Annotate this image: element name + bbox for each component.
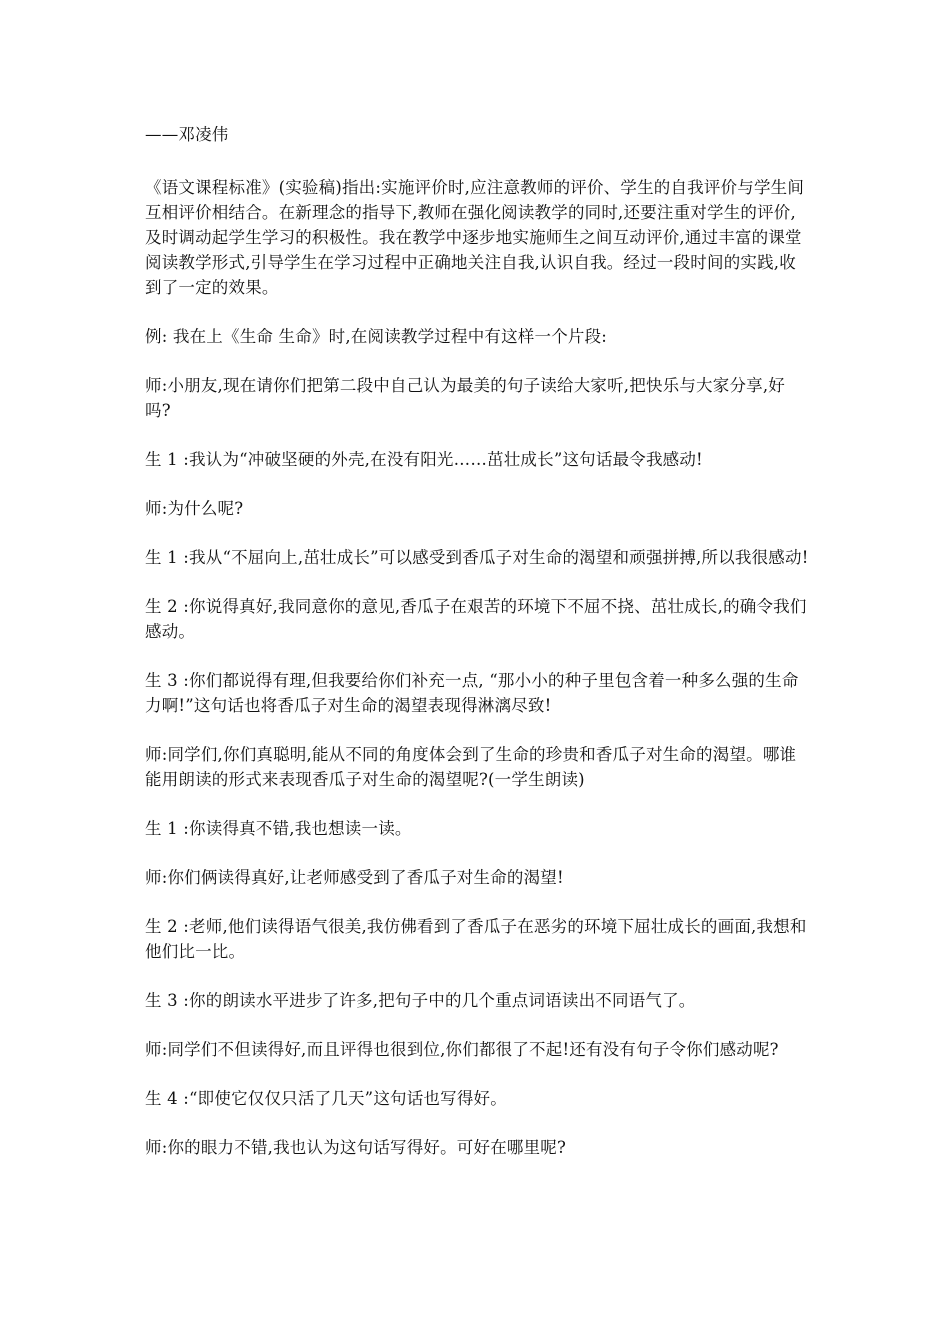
dialogue-line: 师:同学们不但读得好,而且评得也很到位,你们都很了不起!还有没有句子令你们感动呢? [145, 1040, 779, 1059]
dialogue-line: 生 1 :我认为“冲破坚硬的外壳,在没有阳光……茁壮成长”这句话最令我感动! [145, 450, 703, 469]
dialogue-line: 师:同学们,你们真聪明,能从不同的角度体会到了生命的珍贵和香瓜子对生命的渴望。哪谁能用朗读的形式来表现香瓜子对生命的渴望呢?(一学生朗读) [145, 745, 797, 789]
dialogue-line: 生 1 :我从“不屈向上,茁壮成长”可以感受到香瓜子对生命的渴望和顽强拼搏,所以我很感动! [145, 548, 809, 567]
dialogue-line: 生 4 :“即使它仅仅只活了几天”这句话也写得好。 [145, 1089, 507, 1108]
dialogue-line: 生 3 :你的朗读水平进步了许多,把句子中的几个重点词语读出不同语气了。 [145, 991, 696, 1010]
dialogue-line: 师:小朋友,现在请你们把第二段中自己认为最美的句子读给大家听,把快乐与大家分享,好吗? [145, 376, 785, 420]
document-page [145, 122, 809, 1184]
dialogue-line: 生 1 :你读得真不错,我也想读一读。 [145, 819, 412, 838]
intro-paragraph: 《语文课程标准》(实验稿)指出:实施评价时,应注意教师的评价、学生的自我评价与学生间互相评价相结合。在新理念的指导下,教师在强化阅读教学的同时,还要注重对学生的评价,及时调动起学生学习的积极性。我在教学中逐步地实施师生之间互动评价,通过丰富的课堂阅读教学形式,引导学生在学习过程中正确地关注自我,认识自我。经过一段时间的实践,收到了一定的效果。 [145, 178, 805, 297]
dialogue-line: 师:为什么呢? [145, 499, 244, 518]
dialogue-line: 生 2 :老师,他们读得语气很美,我仿佛看到了香瓜子在恶劣的环境下屈壮成长的画面,我想和他们比一比。 [145, 917, 807, 961]
dialogue-line: 师:你的眼力不错,我也认为这句话写得好。可好在哪里呢? [145, 1138, 567, 1157]
example-intro: 例: 我在上《生命 生命》时,在阅读教学过程中有这样一个片段: [145, 327, 608, 346]
dialogue-line: 生 2 :你说得真好,我同意你的意见,香瓜子在艰苦的环境下不屈不挠、茁壮成长,的确令我们感动。 [145, 597, 807, 641]
author-line: ——邓凌伟 [145, 125, 229, 144]
dialogue-line: 生 3 :你们都说得有理,但我要给你们补充一点, “那小小的种子里包含着一种多么强的生命力啊!”这句话也将香瓜子对生命的渴望表现得淋漓尽致! [145, 671, 799, 715]
dialogue-line: 师:你们俩读得真好,让老师感受到了香瓜子对生命的渴望! [145, 868, 564, 887]
